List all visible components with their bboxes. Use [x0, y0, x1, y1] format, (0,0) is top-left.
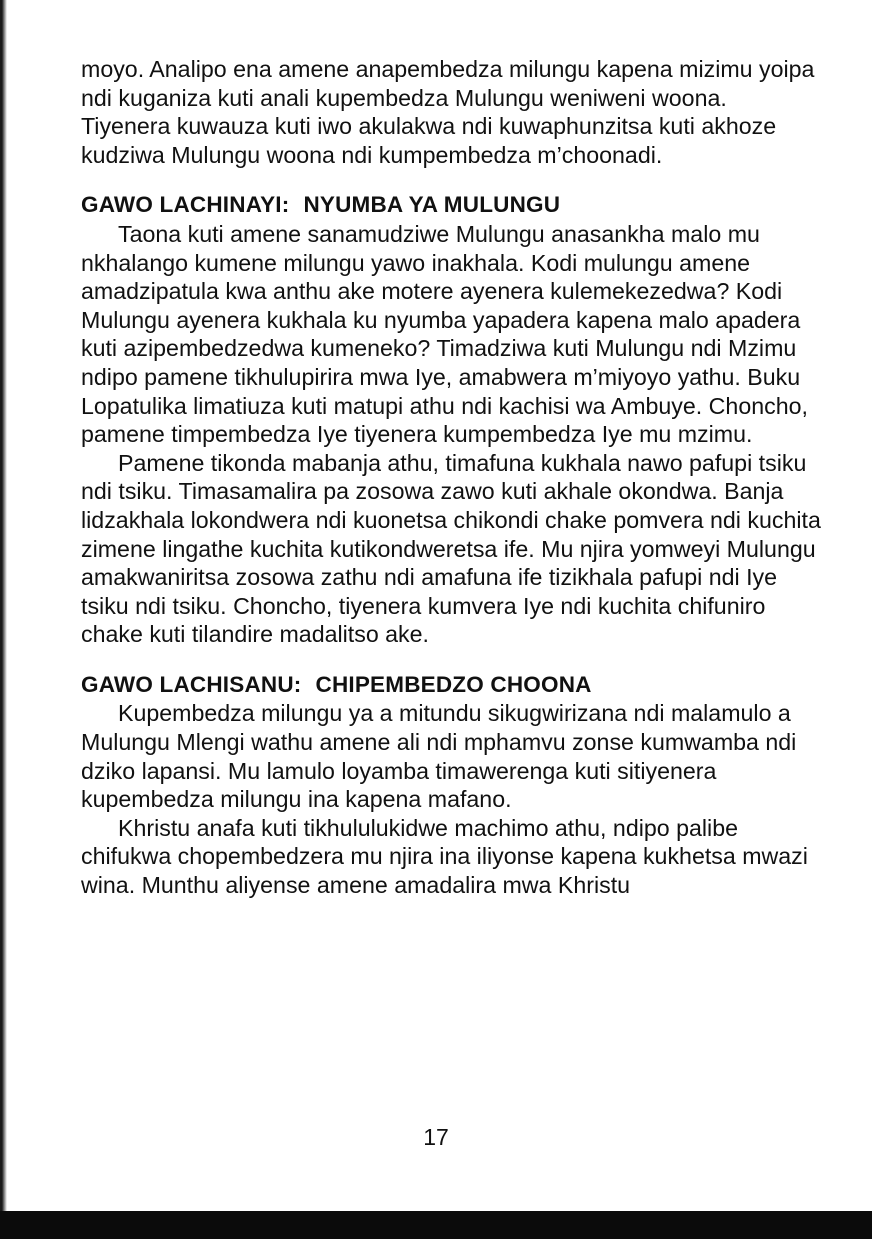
section-label: GAWO LACHISANU: [81, 671, 302, 697]
section-heading-4 [81, 191, 821, 220]
section-heading-5 [81, 671, 821, 700]
section-spacer [81, 649, 821, 671]
paragraph: Khristu anafa kuti tikhululukidwe machimo athu, ndipo palibe chifukwa chopembedzera mu njira ina iliyonse kapena kukhetsa mwazi wina. Munthu aliyense amene amadalira mwa Khristu [81, 814, 808, 899]
paragraph: Kupembedza milungu ya a mitundu sikugwirizana ndi malamulo a Mulungu Mlengi wathu amene ali ndi mphamvu zonse kumwamba ndi dziko lapansi. Mu lamulo loyamba timawerenga kuti sitiyenera kupembedza milungu ina kapena mafano. [81, 700, 797, 813]
scan-shadow-bottom [0, 1211, 872, 1239]
page-body [81, 55, 821, 900]
scan-shadow-left [0, 0, 7, 1239]
section-spacer [81, 169, 821, 191]
section-title: NYUMBA YA MULUNGU [303, 192, 561, 218]
page-number: 17 [423, 1124, 449, 1150]
paragraph: Pamene tikonda mabanja athu, timafuna kukhala nawo pafupi tsiku ndi tsiku. Timasamalira pa zosowa zawo kuti akhale okondwa. Banja lidzakhala lokondwera ndi kuonetsa chikondi chake pomvera ndi kuchita zimene lingathe kuchita kutikondweretsa ife. Mu njira yomweyi Mulungu amakwaniritsa zosowa zathu ndi amafuna ife tizikhala pafupi ndi Iye tsiku ndi tsiku. Choncho, tiyenera kumvera Iye ndi kuchita chifuniro chake kuti tilandire madalitso ake. [81, 449, 821, 648]
section-label: GAWO LACHINAYI: [81, 192, 290, 218]
paragraph: Taona kuti amene sanamudziwe Mulungu anasankha malo mu nkhalango kumene milungu yawo inakhala. Kodi mulungu amene amadzipatula kwa anthu ake motere ayenera kulemekezedwa? Kodi Mulungu ayenera kukhala ku nyumba yapadera kapena malo apadera kuti azipembedzedwa kumeneko? Timadziwa kuti Mulungu ndi Mzimu ndipo pamene tikhulupirira mwa Iye, amabwera m’miyoyo yathu. Buku Lopatulika limatiuza kuti matupi athu ndi kachisi wa Ambuye. Choncho, pamene timpembedza Iye tiyenera kumpembedza Iye mu mzimu. [81, 220, 808, 448]
section-title: CHIPEMBEDZO CHOONA [315, 671, 592, 697]
intro-paragraph: moyo. Analipo ena amene anapembedza milungu kapena mizimu yoipa ndi kuganiza kuti anali kupembedza Mulungu weniweni woona. Tiyenera kuwauza kuti iwo akulakwa ndi kuwaphunzitsa kuti akhoze kudziwa Mulungu woona ndi kumpembedza m’choonadi. [81, 56, 815, 168]
